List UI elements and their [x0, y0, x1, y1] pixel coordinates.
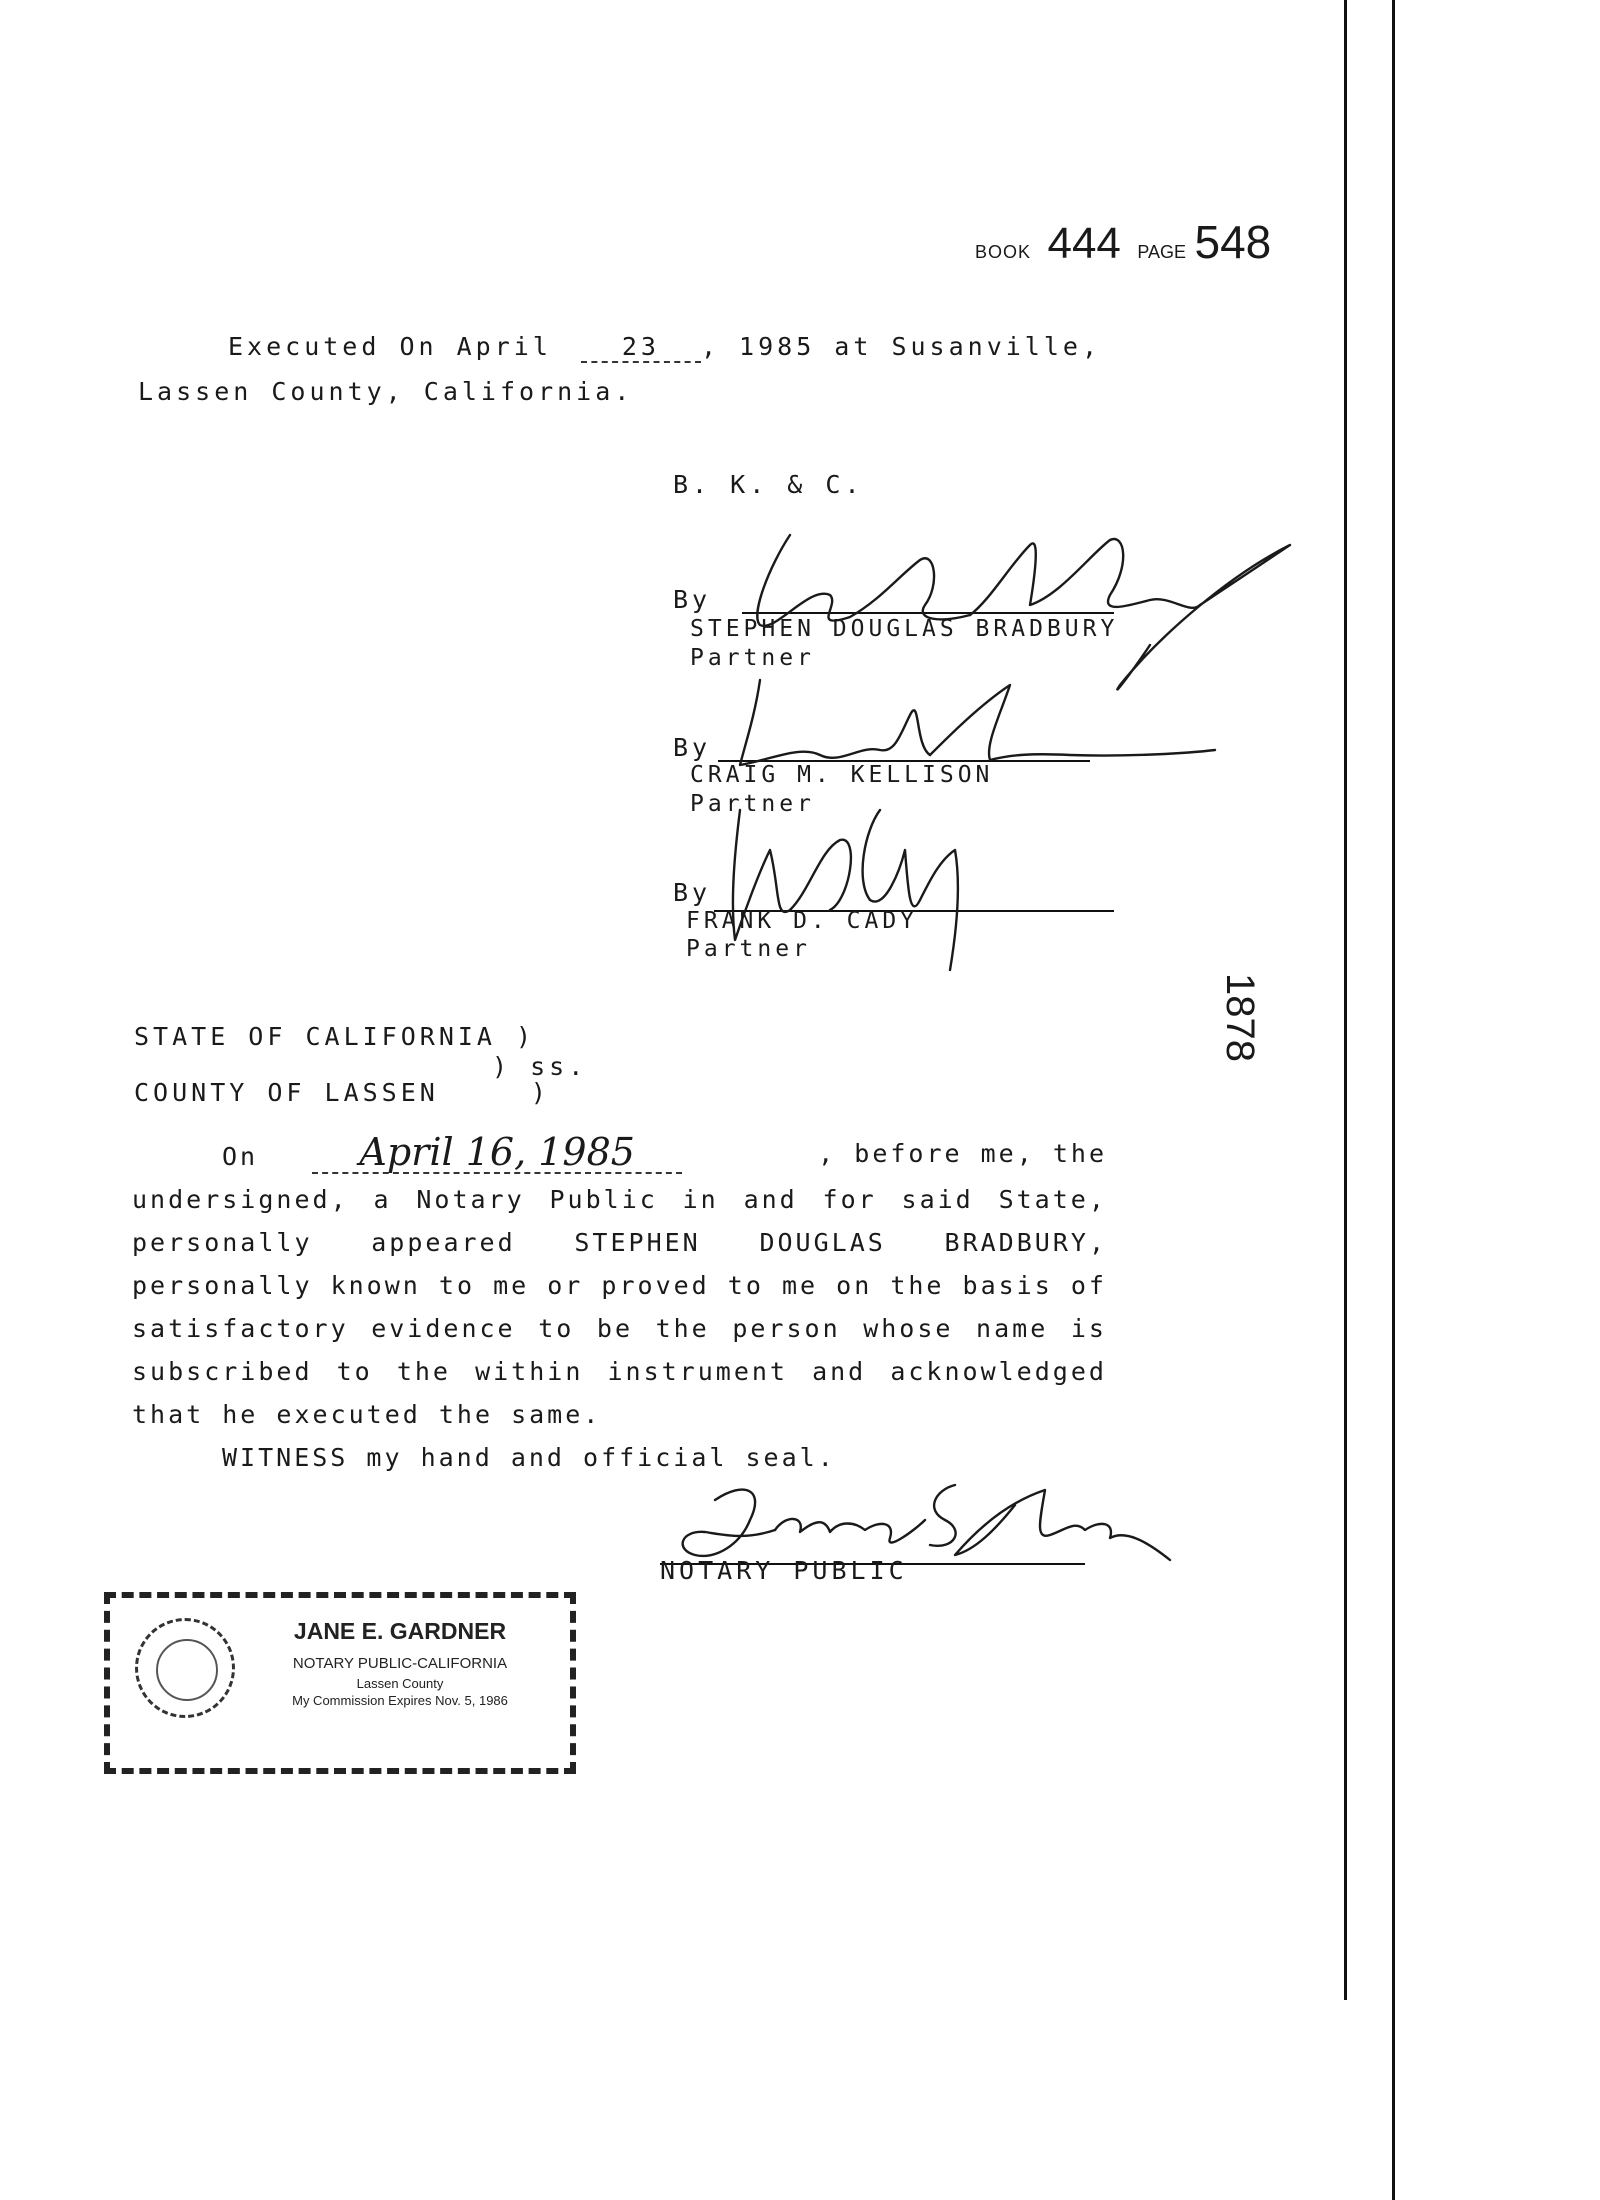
notary-stamp — [104, 1592, 576, 1774]
execution-line-2: Lassen County, California. — [138, 377, 634, 406]
book-page-reference — [975, 215, 1271, 269]
book-number: 444 — [1047, 219, 1121, 268]
handwritten-date: April 16, 1985 — [312, 1132, 682, 1174]
acknowledgment-paragraph — [132, 1132, 1107, 1479]
execution-line-1: Executed On April 23 , 1985 at Susanville, — [228, 332, 1102, 361]
signature-gardner — [655, 1460, 1175, 1580]
partner-title-1: Partner — [690, 645, 815, 671]
venue-state: STATE OF CALIFORNIA ) — [134, 1022, 536, 1051]
venue-county: COUNTY OF LASSEN ) — [134, 1078, 550, 1107]
stamp-county: Lassen County — [356, 1676, 444, 1691]
witness-line: WITNESS my hand and official seal. — [222, 1443, 836, 1472]
ack-line-3: personally appeared STEPHEN DOUGLAS BRADBURY, — [132, 1228, 1107, 1257]
margin-rule-right — [1392, 0, 1395, 2200]
ack-line-2: undersigned, a Notary Public in and for said State, — [132, 1185, 1107, 1214]
ack-line-1 — [132, 1132, 1107, 1178]
stamp-title: NOTARY PUBLIC-CALIFORNIA — [292, 1655, 508, 1672]
by-label-1: By — [673, 585, 712, 614]
venue-ss: ) ss. — [492, 1052, 588, 1081]
side-record-number: 1878 — [1217, 973, 1262, 1062]
ack-last-line: that he executed the same. — [132, 1400, 602, 1429]
ack-line-5: satisfactory evidence to be the person whose name is — [132, 1314, 1107, 1343]
signature-kellison — [710, 675, 1230, 785]
execution-day: 23 — [581, 332, 701, 363]
margin-rule-left — [1344, 0, 1347, 2000]
state-seal-icon — [135, 1618, 235, 1718]
ack-line-1-end: , before me, the — [818, 1139, 1107, 1168]
by-label-3: By — [673, 878, 712, 907]
book-label: BOOK — [975, 242, 1032, 262]
notary-label: NOTARY PUBLIC — [660, 1556, 908, 1585]
page-label: PAGE — [1137, 242, 1187, 262]
by-label-2: By — [673, 733, 712, 762]
partner-title-3: Partner — [686, 936, 811, 962]
partner-name-2: CRAIG M. KELLISON — [690, 762, 994, 788]
stamp-text — [245, 1612, 555, 1708]
partner-name-3: FRANK D. CADY — [686, 908, 919, 934]
partner-title-2: Partner — [690, 791, 815, 817]
page-number: 548 — [1194, 216, 1272, 268]
signatory-entity: B. K. & C. — [673, 470, 864, 499]
stamp-commission: My Commission Expires Nov. 5, 1986 — [292, 1693, 508, 1708]
ack-line-6: subscribed to the within instrument and acknowledged — [132, 1357, 1107, 1386]
ack-on-label: On — [222, 1142, 259, 1171]
ack-line-4: personally known to me or proved to me on the basis of — [132, 1271, 1107, 1300]
signature-cady — [700, 790, 980, 980]
stamp-name: JANE E. GARDNER — [293, 1618, 507, 1644]
partner-name-1: STEPHEN DOUGLAS BRADBURY — [690, 616, 1119, 642]
